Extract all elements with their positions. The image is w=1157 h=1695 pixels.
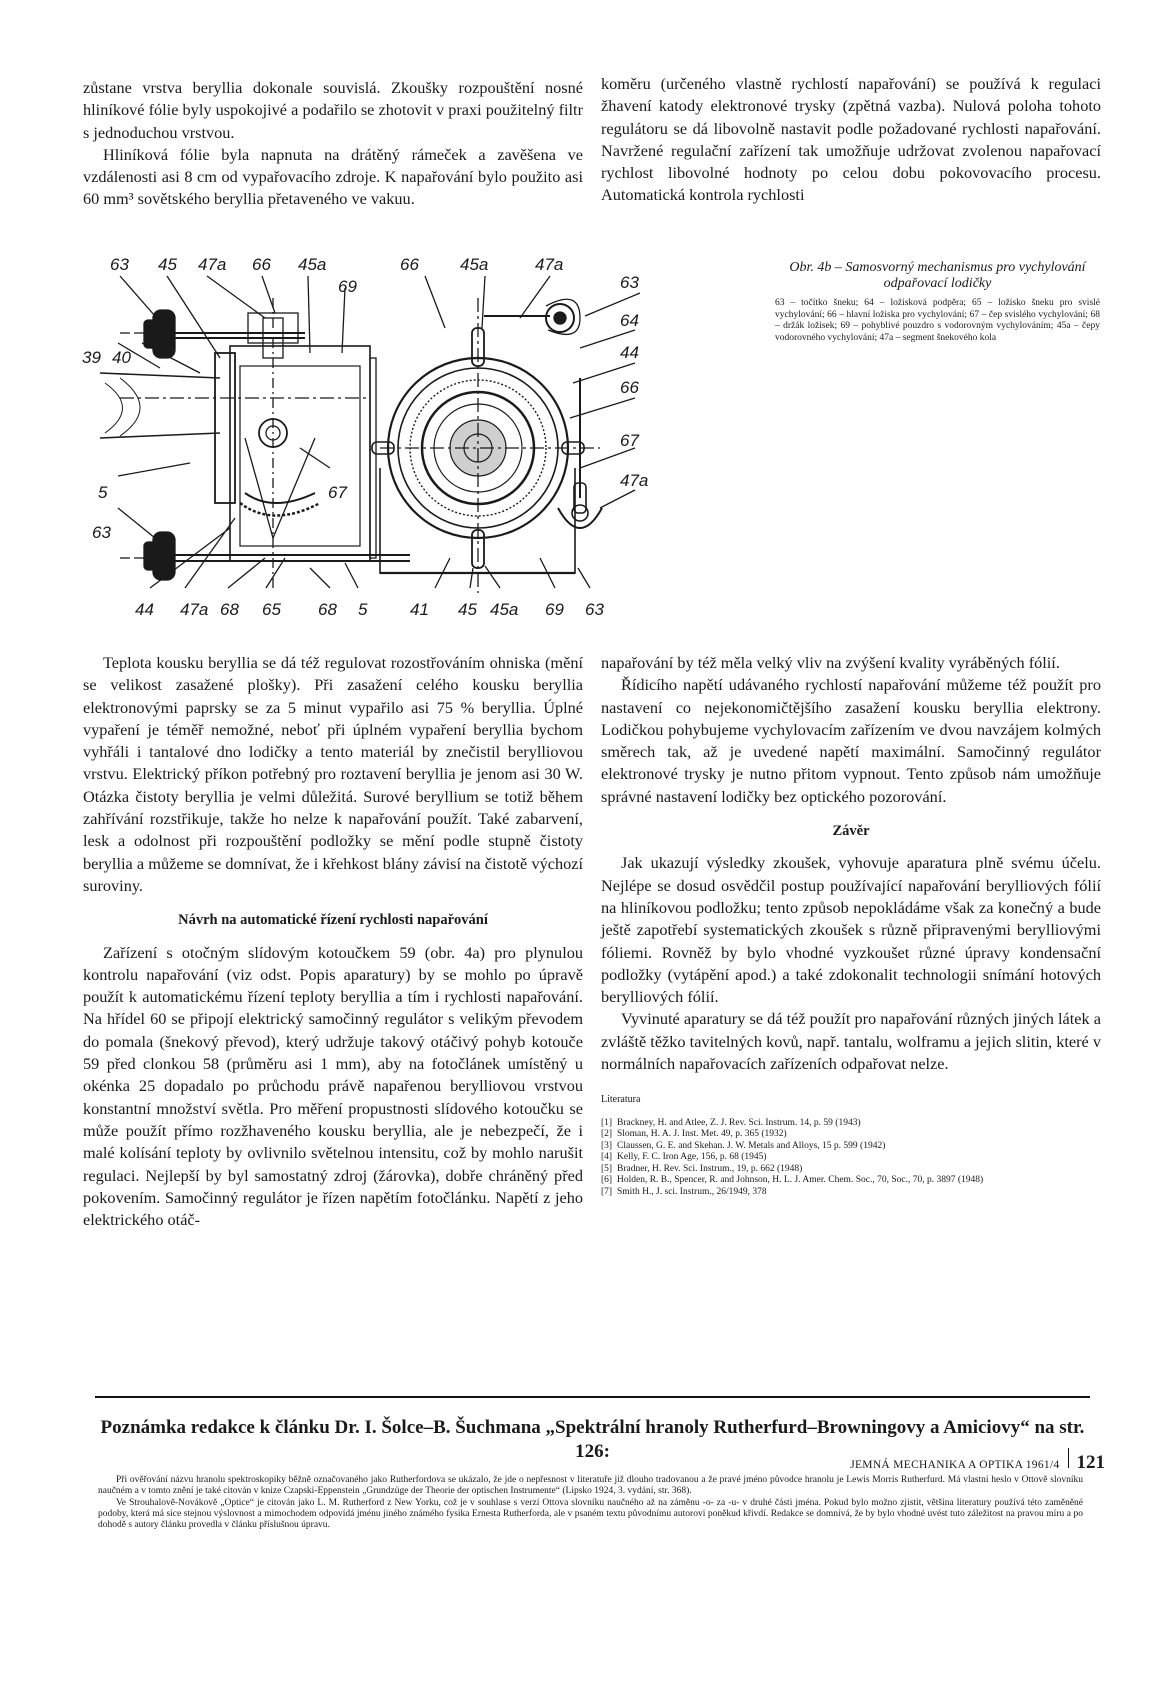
- references-list: [601, 1118, 1101, 1199]
- reference-text: Holden, R. B., Spencer, R. and Johnson, H. L. J. Amer. Chem. Soc., 70, Soc., 70, p. 3897 (1948): [617, 1175, 984, 1186]
- reference-item: [601, 1175, 1101, 1187]
- label: 66: [620, 378, 639, 397]
- label: 68: [318, 600, 337, 619]
- paragraph: Teplota kousku beryllia se dá též regulovat rozostřováním ohniska (mění se velikost zasažené plošky). Při zasažení celého kousku beryllia elektronovými paprsky se za 5 minut vypařilo asi 75 % beryllia. Úplné vypaření je téměř nemožné, neboť při úplném vypaření beryllia bychom vyhřáli i tantalové dno lodičky a tento materiál by znečistil berylliovou vrstvu. Elektrický příkon potřebný pro roztavení beryllia je jenom asi 30 W. Otázka čistoty beryllia je velmi důležitá. Surové beryllium se totiž během zahřívání rozstřikuje, takže ho nelze k napařování použít. Také zabarvení, lesk a odolnost při rozpouštění podložky se mění podle stupně čistoty beryllia a můžeme se domnívat, že i křehkost blány závisí na čistotě výchozí suroviny.: [83, 653, 583, 895]
- paragraph: Při ověřování názvu hranolu spektroskopiky běžně označovaného jako Rutherfordova se ukázalo, že jde o nepřesnost v literatuře již dlouho tradovanou a že pravé jméno původce hranolu je Lewis Morris Rutherfurd. Má vlastní heslo v Ottově slovníku naučném a v tomto znění je také citován v knize Czapski-Eppenstein „Grundzüge der Theorie der optischen Instrumente“ (Lipsko 1924, 3. vydání, str. 368).: [98, 1475, 1083, 1497]
- reference-number: [5]: [601, 1163, 613, 1174]
- label: 45: [458, 600, 477, 619]
- label: 63: [620, 273, 639, 292]
- paragraph: napařování by též měla velký vliv na zvýšení kvality vyráběných fólií.: [601, 653, 1060, 672]
- label: 39: [82, 348, 101, 367]
- paragraph: Vyvinuté aparatury se dá též použít pro napařování různých jiných látek a zvláště těžko tavitelných kovů, např. tantalu, wolframu a jejich slitin, které v normálních napařovacích zařízeních odpařovat nelze.: [601, 1009, 1101, 1074]
- page-number: 121: [1076, 1452, 1105, 1473]
- reference-item: [601, 1129, 1101, 1141]
- label: 45a: [460, 258, 489, 274]
- reference-number: [1]: [601, 1117, 613, 1128]
- reference-text: Bradner, H. Rev. Sci. Instrum., 19, p. 662 (1948): [617, 1163, 803, 1174]
- top-left-column: [83, 77, 583, 211]
- footer-divider: [1068, 1448, 1069, 1468]
- label: 66: [252, 258, 271, 274]
- reference-text: Smith H., J. sci. Instrum., 26/1949, 378: [617, 1186, 767, 1197]
- caption-legend: 63 – točítko šneku; 64 – ložisková podpěra; 65 – ložisko šneku pro svislé vychylování; 66 – hlavní ložiska pro vychylování; 67 – čep svislého vychylování; 68 – držák ložisek; 69 – pohyblivé pouzdro s vodorovným vychylováním; 45a – čepy vodorovného vychylování; 47a – segment šnekového kola: [775, 298, 1100, 343]
- paragraph: Hliníková fólie byla napnuta na drátěný rámeček a zavěšena ve vzdálenosti asi 8 cm od vypařovacího zdroje. K napařování bylo použito asi 60 mm³ sovětského beryllia přetaveného ve vakuu.: [83, 144, 583, 209]
- paragraph: koměru (určeného vlastně rychlostí napařování) se používá k regulaci žhavení katody elektronové trysky (zpětná vazba). Nulová poloha tohoto regulátoru se dá libovolně nastavit podle požadované rychlosti napařování. Navržené regulační zařízení tak umožňuje udržovat zvolenou napařovací rychlost libovolné hodnoty po celou dobu pokovovacího procesu. Automatická kontrola rychlosti: [601, 74, 1101, 205]
- label: 47a: [198, 258, 227, 274]
- label: 45a: [490, 600, 519, 619]
- section-heading: Závěr: [832, 823, 870, 840]
- editorial-note-title: Poznámka redakce k článku Dr. I. Šolce–B. Šuchmana „Spektrální hranoly Rutherfurd–Browningovy a Amiciovy“ na str. 126:: [100, 1417, 1085, 1462]
- label: 5: [358, 600, 368, 619]
- label: 40: [112, 348, 131, 367]
- reference-number: [2]: [601, 1129, 613, 1140]
- label: 63: [92, 523, 111, 542]
- label: 47a: [180, 600, 209, 619]
- paragraph: Zařízení s otočným slídovým kotoučkem 59 (obr. 4a) pro plynulou kontrolu napařování (viz odst. Popis aparatury) by se mohlo po úpravě použít k automatickému řízení teploty beryllia a tím i rychlosti napařování. Na hřídel 60 se připojí elektrický samočinný regulátor s velikým převodem do pomala (šnekový převod), který udržuje takový otáčivý pohyb kotouče 59 před clonkou 58 (průměru asi 1 mm), aby na fotočlánek umístěný u okénka 25 dopadalo po průchodu právě napařenou berylliovou vrstvou konstantní množství světla. Pro měření propustnosti slídového kotoučku se může použít přímo rozžhaveného kousku beryllia, ale je nebezpečí, že i malé kolísání teploty by ovlivnilo světelnou intensitu, což by mohlo narušit regulaci. Nejlepší by byl samostatný zdroj (žárovka), dobře chráněný před pokovením. Samočinný regulátor je řízen napětím fotočlánku. Napětí z jeho elektrického otáč-: [83, 942, 583, 1230]
- label: 45: [158, 258, 177, 274]
- figure-4b-drawing: [80, 258, 700, 638]
- label: 69: [545, 600, 564, 619]
- paragraph: zůstane vrstva beryllia dokonale souvislá. Zkoušky rozpouštění nosné hliníkové fólie byly uspokojivé a podařilo se zhotovit v praxi použitelný filtr s jednoduchou vrstvou.: [83, 78, 583, 142]
- paragraph: Jak ukazují výsledky zkoušek, vyhovuje aparatura plně svému účelu. Nejlépe se dosud osvědčil postup používající napařování berylliových fólií na hliníkovou podložku; tento způsob nepokládáme však za konečný a bude ještě zapotřebí systematických zkoušek s různě připravenými berylliovými fóliemi. Rovněž by bylo vhodné vyzkoušet různé úpravy kondensační podložky (vytápění apod.) a také zdokonalit technologii snímání hotových berylliových fólií.: [601, 853, 1101, 1007]
- label: 66: [400, 258, 419, 274]
- reference-item: [601, 1152, 1101, 1164]
- right-view: [372, 276, 640, 593]
- section-divider: [95, 1396, 1090, 1398]
- paragraph: Řídicího napětí udávaného rychlostí napařování můžeme též použít pro nastavení co nejekonomičtějšího zasažení kousku beryllia elektrony. Lodičkou pohybujeme vychylovacím zařízením ve dvou navzájem kolmých směrech tak, až je uvedené napětí maximální. Samočinný regulátor elektronové trysky je nutno přitom vypnout. Tento způsob nám umožňuje správné nastavení lodičky bez optického pozorování.: [601, 675, 1101, 806]
- reference-item: [601, 1118, 1101, 1130]
- label: 69: [338, 277, 357, 296]
- label: 67: [328, 483, 347, 502]
- label: 67: [620, 431, 639, 450]
- reference-text: Sloman, H. A. J. Inst. Met. 49, p. 365 (1932): [617, 1129, 787, 1140]
- label: 44: [620, 343, 639, 362]
- label: 41: [410, 600, 429, 619]
- page-footer: [770, 1448, 1105, 1474]
- bottom-left-column: [83, 652, 583, 1231]
- reference-number: [7]: [601, 1186, 613, 1197]
- editorial-note-body: [98, 1475, 1083, 1531]
- label: 44: [135, 600, 154, 619]
- reference-number: [6]: [601, 1175, 613, 1186]
- reference-number: [4]: [601, 1152, 613, 1163]
- journal-name: JEMNÁ MECHANIKA A OPTIKA 1961/4: [850, 1459, 1060, 1471]
- reference-item: [601, 1187, 1101, 1199]
- figure-caption: [775, 260, 1100, 344]
- section-heading: Návrh na automatické řízení rychlosti napařování: [178, 912, 488, 929]
- label: 65: [262, 600, 281, 619]
- reference-number: [3]: [601, 1140, 613, 1151]
- label: 64: [620, 311, 639, 330]
- label: 63: [110, 258, 129, 274]
- reference-text: Brackney, H. and Atlee, Z. J. Rev. Sci. Instrum. 14, p. 59 (1943): [617, 1117, 861, 1128]
- reference-item: [601, 1164, 1101, 1176]
- references-title: Literatura: [601, 1094, 641, 1106]
- reference-text: Kelly, F. C. Iron Age, 156, p. 68 (1945): [617, 1152, 767, 1163]
- label: 68: [220, 600, 239, 619]
- left-view: [100, 276, 410, 588]
- reference-text: Claussen, G. E. and Skehan. J. W. Metals and Alloys, 15 p. 599 (1942): [617, 1140, 886, 1151]
- label: 45a: [298, 258, 327, 274]
- label: 5: [98, 483, 108, 502]
- label: 47a: [620, 471, 649, 490]
- top-right-column: [601, 73, 1101, 207]
- paragraph: Ve Strouhalově-Novákově „Optice“ je citován jako L. M. Rutherford z New Yorku, což je v souhlase s verzí Ottova slovníku naučného až na záměnu -o- za -u- v druhé části jména. Pokud bylo možno zjistit, většina literatury používá této zaměněné podoby, která má sice stejnou výslovnost a mimochodem odpovídá jménu jiného známého fysika Ernesta Rutherforda, ale v psaném textu původnímu autorovi poněkud křivdí. Redakce se domnívá, že by bylo vhodné uvést tuto záležitost na pravou míru a po dohodě s autory článku provedla v článku příslušnou úpravu.: [98, 1497, 1083, 1531]
- bottom-right-column: [601, 652, 1101, 1198]
- reference-item: [601, 1141, 1101, 1153]
- label: 63: [585, 600, 604, 619]
- caption-title: Obr. 4b – Samosvorný mechanismus pro vychylování odpařovací lodičky: [789, 260, 1086, 291]
- label: 47a: [535, 258, 564, 274]
